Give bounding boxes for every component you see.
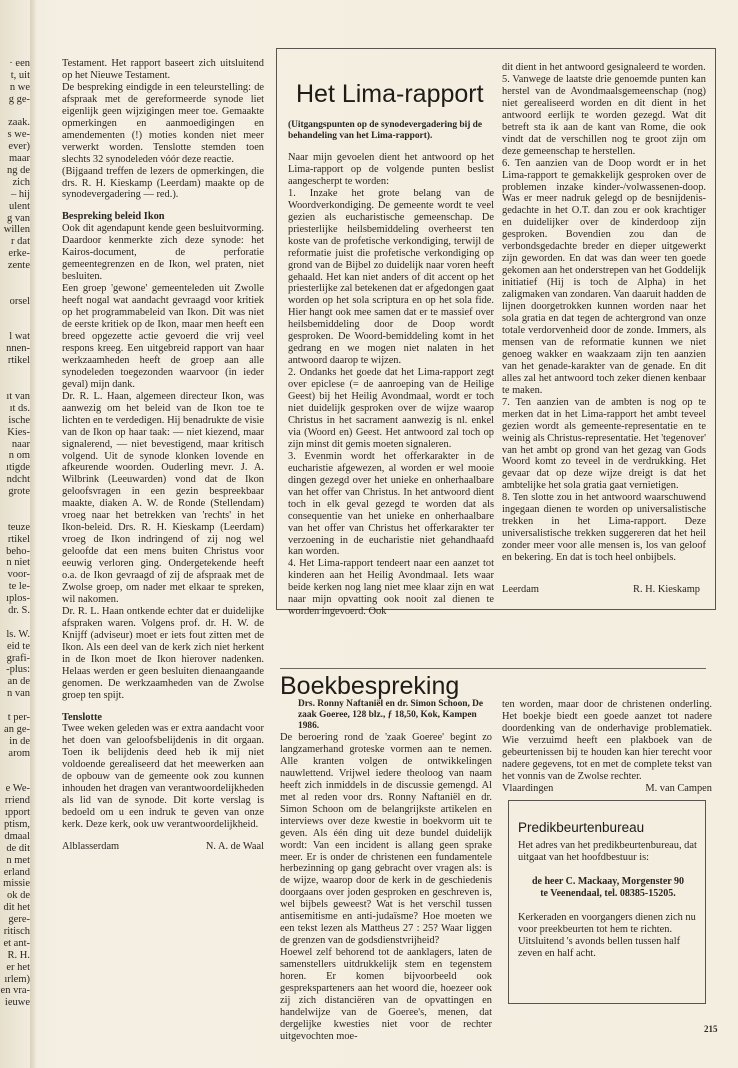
fragment-line: t, uit	[10, 69, 30, 81]
signature-name: N. A. de Waal	[205, 841, 264, 853]
article-title: Boekbespreking	[280, 672, 460, 700]
fragment-line: maar	[9, 153, 30, 165]
fragment-line: ptism,	[4, 819, 30, 830]
paragraph: Testament. Het rapport baseert zich uitsluitend op het Nieuwe Testament.	[62, 58, 264, 81]
fragment-line: grote	[8, 486, 30, 498]
fragment-line	[0, 284, 30, 296]
fragment-line: e We-	[5, 783, 30, 795]
paragraph: Dr. R. L. Haan, algemeen directeur Ikon, was aanwezig om het beleid van de Ikon toe te lichten en te verdedigen. Hij benadrukte de visie van de Ikon op haar taak: — niet kiezend, maar signalerend, — niet bevestigend, maar kritisch volgend. Uit de synode klonken lovende en afkeurende woorden. Ouderling mevr. J. A. Wilbrink (Leeuwarden) vond dat de Ikon geloofsvragen in een gezin bespreekbaar maakte, diaken A. W. de Ronde (Stellendam) vroeg naar het betrekken van 'rechts' in het Ikon-beleid. Drs. R. H. Kieskamp (Leerdam) vroeg de Ikon indringend of zij nog wel geloofde dat een mens buiten Christus voor eeuwig verloren ging. Ondergetekende heeft o.a. de Ikon gevraagd of zij de afspraak met de Zwolse groep, om nader met elkaar te spreken, wil nakomen.	[62, 390, 264, 605]
fragment-line: voor-	[7, 569, 30, 581]
fragment-line: l wat	[9, 331, 30, 343]
fragment-line	[0, 272, 30, 284]
divider	[280, 668, 706, 669]
left-column-fragments	[0, 58, 30, 1009]
fragment-line: an ge-	[4, 723, 30, 735]
paragraph: De beroering rond de 'zaak Goeree' begint zo langzamerhand groteske vormen aan te nemen. Alle kranten volgen de ontwikkelingen nauwlettend. Vrijwel iedere theoloog van naam heeft zich inmiddels in de discussie gemengd. Al met al reden voor drs. Ronny Naftaniël en dr. Simon Schoon om de belangrijkste artikelen en interviews over deze kwestie in boekvorm uit te geven. Als één ding uit deze bundel duidelijk wordt: Van een incident is allang geen sprake meer. Er is onder de christenen een fundamentele herbezinning op gang gebracht over vragen als: is de wijze, waarop door de kerk in de geschiedenis doorgaans over joden gesproken en geschreven is, wel bijbels geweest? Wat is het verschil tussen antisemitisme en anti-judaïsme? Hoe moeten we een tekst lezen als Mattheus 27 : 25? Waar liggen de grenzen van de godsdienstvrijheid?	[280, 732, 492, 947]
fragment-line: s we-	[7, 129, 30, 141]
fragment-line: g van	[6, 212, 30, 224]
fragment-line: ls. W.	[6, 628, 30, 640]
fragment-line: grafi-	[6, 652, 30, 664]
fragment-line: n van	[6, 688, 30, 700]
fragment-line: ıpport	[4, 807, 30, 819]
paragraph: 7. Ten aanzien van de ambten is nog op te merken dat in het Lima-rapport het ambt teveel gezien wordt als gemeente-representatie en te weinig als Christus-representatie. Het 'tegenover' van het ambt op grond van het gezag van Gods Woord komt zo teveel in de verdrukking. Het gevaar dat op deze wijze dreigt is dat het ambtelijke het sola gratia gaat vernietigen.	[502, 396, 706, 492]
fragment-line: · een	[9, 58, 30, 69]
section-heading: Tenslotte	[62, 711, 103, 723]
fragment-line: eid te	[6, 640, 30, 652]
fragment-line: R. H.	[7, 949, 30, 961]
article-subtitle: Drs. Ronny Naftaniël en dr. Simon Schoon, De zaak Goeree, 128 blz., ƒ 18,50, Kok, Kampen 1986.	[298, 699, 484, 731]
paragraph: 1. Inzake het grote belang van de Woordverkondiging. De gemeente wordt te veel gezien als eucharistische gemeenschap. De priesterlijke heilsbemiddeling overheerst ten koste van de profetische verkondiging, terwijl de reformatie juist die profetische verkondiging op grond van de Bijbel zo duidelijk naar voren heeft gehaald. Het kan niet anders of dit accent op het priesterlijke zal betekenen dat er afgedongen gaat worden op het sola scriptura en op het sola fide. Hier hangt ook mee samen dat er te massief over heilsbemiddeling door de Doop wordt gesproken. De Woord-bemiddeling komt in het gedrang en we mogen niet nalaten in het antwoord daarop te wijzen.	[288, 187, 494, 367]
paragraph: Kerkeraden en voorgangers dienen zich nu voor preekbeurten tot hem te richten. Uitsluitend 's avonds bellen tussen half zeven en half acht.	[518, 911, 696, 959]
fragment-line: ırlem)	[4, 973, 30, 985]
fragment-line: zich	[12, 176, 30, 188]
fragment-line: -plus:	[6, 664, 30, 676]
fragment-line	[0, 379, 30, 391]
article-subtitle: (Uitgangspunten op de synodevergadering bij de behandeling van het Lima-rapport).	[288, 120, 483, 141]
signature-name: M. van Campen	[645, 782, 712, 794]
paragraph: Dr. R. L. Haan ontkende echter dat er duidelijke afspraken waren. Volgens prof. dr. H. W. de Knijff (adviseur) moet er iets fout zitten met de Ikon. Als een deel van de kerk zich niet herkent in de Ikon moet de Ikon hierover nadenken. Helaas werden er geen besluiten dienaangaande genomen. De werkzaamheden van de Zwolse groep ten spijt.	[62, 605, 264, 701]
paragraph: 8. Ten slotte zou in het antwoord waarschuwend ingegaan dienen te worden op universalistische trekken in het Lima-rapport. Deze universalistische trekken suggereren dat het heil zonder meer voor alle mensen is, los van geloof en bekering. En dat is toch heel onbijbels.	[502, 492, 706, 564]
fragment-line: r dat	[11, 236, 30, 248]
fragment-line: ritisch	[3, 926, 30, 938]
predikbeurten-content	[518, 822, 698, 960]
fragment-line: ıt van	[6, 390, 30, 402]
fragment-line: ng de	[6, 165, 30, 177]
fragment-line: er het	[6, 961, 30, 973]
fragment-line: n met	[6, 854, 30, 866]
signature-name: R. H. Kieskamp	[633, 584, 700, 595]
fragment-line: ieuwe	[4, 997, 30, 1009]
article-title: Het Lima-rapport	[296, 80, 484, 108]
fragment-line: t per-	[7, 711, 30, 723]
fragment-line: nnen-	[6, 343, 30, 355]
signature	[502, 783, 712, 795]
fragment-line: ıtigde	[6, 462, 30, 474]
box-title: Predikbeurtenbureau	[518, 820, 645, 835]
signature-place: Leerdam	[502, 584, 539, 595]
fragment-line: de dit	[6, 842, 30, 854]
fragment-line: – hij	[11, 188, 30, 200]
paragraph: Hoewel zelf behorend tot de aanklagers, laten de samenstellers uitdrukkelijk stem en tegenstem horen. Er komen bijvoorbeeld ook gespreksparteners aan het woord die, hoezeer ook zij zich distanciëren van de opvattingen en handelwijze van de Goeree's, menen, dat dergelijke kwesties niet voor de rechter uitgevochten moe-	[280, 947, 492, 1042]
fragment-line: orsel	[9, 295, 30, 307]
fragment-line: en vra-	[0, 985, 30, 997]
fragment-line: ok de	[6, 890, 30, 902]
page-number: 215	[704, 1024, 718, 1034]
fragment-line: ulent	[9, 200, 30, 212]
fragment-line: dr. S.	[8, 604, 30, 616]
paragraph: 6. Ten aanzien van de Doop wordt er in het Lima-rapport te gemakkelijk gesproken over de problemen inzake kinder-/volwassenen-doop. Was er meer nadruk gelegd op de besnijdenis-gedachte in het O.T. dan zou er ook krachtiger en duidelijker over de kinderdoop zijn gesproken. Bovendien zou dan de verbondsgedachte breder en dieper uitgewerkt zijn geworden. En dat was dan weer ten goede gekomen aan het onderstrepen van het Goddelijk initiatief (Hij is toch de Alpha) in het zaligmaken van zondaren. Van daaruit hadden de lijnen doorgetrokken kunnen worden naar het sola gratia en dat tegen de achtergrond van onze totale verdorvenheid door de zonde. Immers, als mensen van de reformatie kunnen we niet genoeg wakker en waakzaam zijn ten aanzien van het genade-karakter van de genade. En dit alles zal het antwoord toch zeker dienen kenbaar te maken.	[502, 157, 706, 396]
fragment-line: n om	[8, 450, 30, 462]
fragment-line: dmaal	[4, 830, 30, 842]
fragment-line: gere-	[8, 914, 30, 926]
paragraph: 4. Het Lima-rapport tendeert naar een aanzet tot kinderen aan het Heilig Avondmaal. Iets waar beide kerken nog lang niet mee klaar zijn en wat naar mijn opvatting ook nooit zal dienen te worden ingevoerd. Ook	[288, 558, 494, 618]
fragment-line	[0, 367, 30, 379]
address-line: te Veenendaal, tel. 08385-15205.	[540, 887, 676, 899]
fragment-line	[0, 106, 30, 118]
paragraph: ten worden, maar door de christenen onderling. Het boekje biedt een goede aanzet tot nadere doordenking van de onderhavige problematiek. Wie verzuimd heeft een plakboek van de gebeurtenissen bij te houden kan hier terecht voor nadere gegevens, tot en met de complete tekst van het vonnis van de Zwolse rechter.	[502, 699, 712, 782]
signature-place: Vlaardingen	[502, 782, 554, 794]
lima-left-column	[288, 120, 494, 618]
boek-left-column	[280, 699, 492, 1043]
paragraph: Ook dit agendapunt kende geen besluitvorming. Daardoor kenmerkte zich deze synode: het Kairos-document, de perforatie gemeentegrenzen en de Ikon, wel praten, niet besluiten.	[62, 223, 264, 283]
signature	[62, 841, 264, 853]
signature	[502, 584, 700, 595]
fragment-line: missie	[3, 878, 30, 890]
fragment-line: erland	[3, 866, 30, 878]
fragment-line: te le-	[8, 581, 30, 593]
fragment-line: naar	[11, 438, 30, 450]
paragraph: 3. Evenmin wordt het offerkarakter in de eucharistie afgewezen, al worden er wel mooie dingen gezegd over het unieke en onherhaalbare van het offer van Christus. In het antwoord dient toch in elk geval gezegd te worden dat als consequentie van het unieke en onherhaalbare van het offer van Christus het offerkarakter ter verzoening in de eucharistie niet gehandhaafd kan worden.	[288, 450, 494, 558]
fragment-line: beho-	[6, 545, 30, 557]
paragraph: (Bijgaand treffen de lezers de opmerkingen, die drs. R. H. Kieskamp (Leerdam) maakte op de synodevergadering — red.).	[62, 165, 264, 201]
paragraph: Het adres van het predikbeurtenbureau, dat uitgaat van het hoofdbestuur is:	[518, 839, 697, 863]
fragment-line: g ge-	[8, 93, 30, 105]
fragment-line	[0, 760, 30, 772]
fragment-line: ische	[8, 414, 30, 426]
fragment-line: n we	[9, 81, 30, 93]
fragment-line: rtikel	[7, 355, 30, 367]
paragraph: Een groep 'gewone' gemeenteleden uit Zwolle heeft nogal wat aandacht gevraagd voor kritiek op het programmabeleid van Ikon. Dit was niet de eerste kritiek op de Ikon, maar men heeft een breed opgezette actie gevoerd die vrij veel respons kreeg. Een uitgebreid rapport van haar werkzaamheden heeft de groep aan alle synodeleden toegezonden waarvoor (in ieder geval) mijn dank.	[62, 283, 264, 390]
fragment-line: n niet	[6, 557, 30, 569]
fragment-line: Kies-	[7, 426, 30, 438]
fragment-line: dit het	[3, 902, 30, 914]
fragment-line: zaak.	[8, 117, 30, 129]
fragment-line: an de	[7, 676, 30, 688]
fragment-line: erke-	[8, 248, 30, 260]
fragment-line: in de	[9, 735, 30, 747]
paragraph: Naar mijn gevoelen dient het antwoord op het Lima-rapport op de volgende punten beslist aangescherpt te worden:	[288, 152, 494, 187]
fragment-line: ever)	[8, 141, 30, 153]
lima-right-column	[502, 62, 706, 564]
report-column	[62, 58, 264, 853]
fragment-line: ıplos-	[6, 593, 30, 605]
paragraph: dit dient in het antwoord gesignaleerd te worden.	[502, 62, 706, 73]
fragment-line	[0, 510, 30, 522]
address-line: de heer C. Mackaay, Morgenster 90	[531, 875, 685, 887]
paragraph: De bespreking eindigde in een teleurstelling: de afspraak met de gereformeerde synode liet eigenlijk geen wijzigingen meer toe. Gemaakte opmerkingen en aanmoedigingen en amendementen (!) moties konden niet meer verwerkt worden. Tenslotte stemden toen slechts 32 synodeleden vóór deze reactie.	[62, 81, 264, 165]
fragment-line: teuze	[7, 521, 30, 533]
section-heading: Bespreking beleid Ikon	[62, 211, 165, 223]
paragraph: Twee weken geleden was er extra aandacht voor het doen van geloofsbelijdenis in dit orgaan. Toen ik belijdenis deed heb ik mij niet voldoende gerealiseerd dat het meewerken aan de opbouw van de gemeente ook zou kunnen inhouden het dragen van verantwoordelijkheden als lid van de synode. Dit korte verslag is bedoeld om u een indruk te geven van onze kerk. Deze kerk, ook uw verantwoordelijkheid.	[62, 723, 264, 831]
fragment-line: willen	[3, 224, 30, 236]
fragment-line: et ant-	[3, 937, 30, 949]
fragment-line: ndcht	[6, 474, 30, 486]
fragment-line: arom	[8, 747, 30, 759]
fragment-line: rtikel	[7, 533, 30, 545]
page-fold	[30, 0, 36, 1068]
paragraph: 2. Ondanks het goede dat het Lima-rapport zegt over epiclese (= de aanroeping van de Heilige Geest) bij het Heilig Avondmaal, wordt er toch niet duidelijk gesproken over de wijze waarop Christus in het sacrament aanwezig is nl. enkel via (Woord en) Geest. Het antwoord zal toch op zijn minst dit gemis moeten signaleren.	[288, 367, 494, 450]
fragment-line	[0, 617, 30, 629]
boek-right-column	[502, 699, 712, 795]
fragment-line	[0, 700, 30, 712]
fragment-line: rriend	[4, 795, 30, 807]
fragment-line	[0, 498, 30, 510]
fragment-line: zente	[7, 260, 30, 272]
fragment-line	[0, 320, 30, 332]
signature-place: Alblasserdam	[62, 841, 120, 853]
fragment-line	[0, 771, 30, 783]
fragment-line	[0, 308, 30, 320]
paragraph: 5. Vanwege de laatste drie genoemde punten kan herstel van de Avondmaalsgemeenschap (nog) niet gerealiseerd worden en dit dient in het antwoord eerlijk te worden gezegd. Wat dit betreft sta ik aan de kant van Rome, die ook vindt dat de verschillen nog te groot zijn om deze gemeenschap te herstellen.	[502, 73, 706, 157]
fragment-line: ıt ds.	[9, 402, 30, 414]
